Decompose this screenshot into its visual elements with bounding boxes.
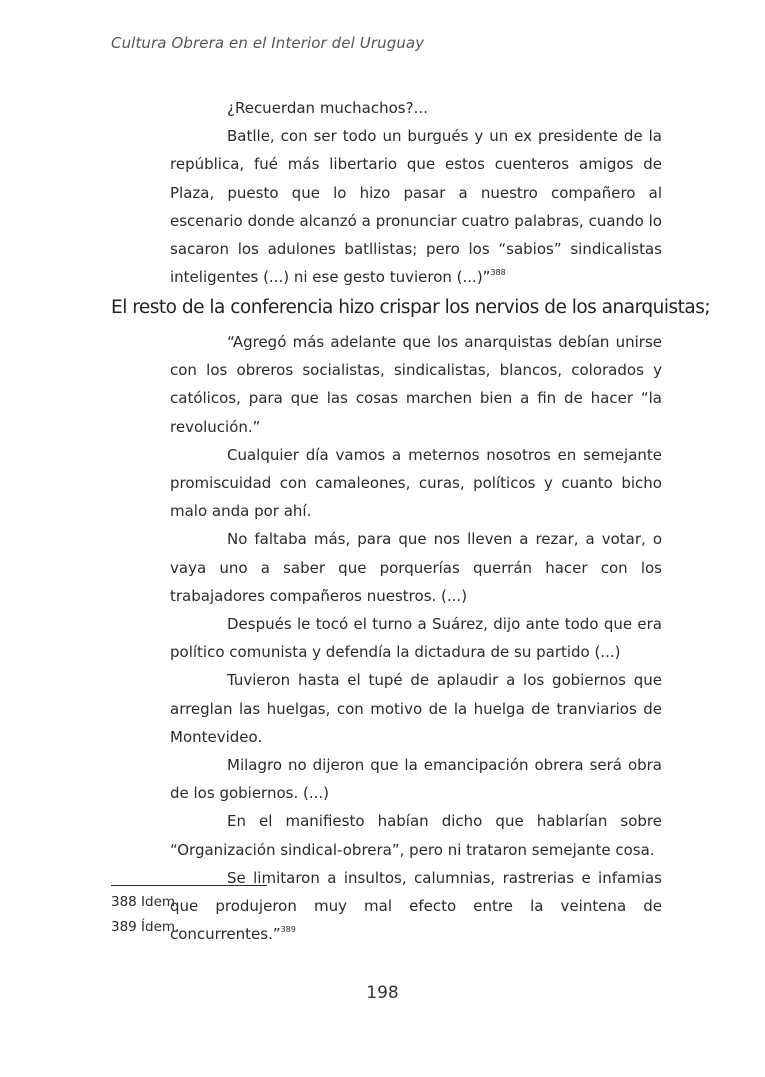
quote-paragraph — [170, 122, 662, 291]
footnote-389: 389 Ídem. — [111, 918, 180, 935]
quote-paragraph: “Agregó más adelante que los anarquistas debían unirse con los obreros socialistas, sindicalistas, blancos, colorados y católicos, para que las cosas marchen bien a fin de hacer “la revolución.” — [170, 333, 662, 436]
footnote-separator — [111, 885, 267, 886]
running-header: Cultura Obrera en el Interior del Uruguay — [111, 34, 425, 52]
footnotes — [111, 890, 179, 939]
quote-paragraph: En el manifiesto habían dicho que hablarían sobre “Organización sindical-obrera”, pero ni trataron semejante cosa. — [170, 812, 662, 859]
quote-paragraph: Milagro no dijeron que la emancipación obrera será obra de los gobiernos. (...) — [170, 756, 662, 803]
quote-text: ¿Recuerdan muchachos?... — [227, 99, 428, 117]
quote-paragraph: Cualquier día vamos a meternos nosotros en semejante promiscuidad con camaleones, curas, políticos y cuanto bicho malo anda por ahí. — [170, 445, 662, 521]
quote-text: Batlle, con ser todo un burgués y un ex presidente de la república, fué más libertario que estos cuenteros amigos de Plaza, puesto que lo hizo pasar a nuestro compañero al escenario donde alcanzó a pronunciar cuatro palabras, cuando lo sacaron los adulones batllistas; pero los “sabios” sindicalistas inteligentes (...) ni ese gesto tuvieron (...)” — [170, 127, 662, 287]
block-quote-1 — [170, 94, 662, 291]
body-paragraph: El resto de la conferencia hizo crispar los nervios de los anarquistas; — [111, 297, 711, 318]
quote-paragraph: Tuvieron hasta el tupé de aplaudir a los gobiernos que arreglan las huelgas, con motivo de la huelga de tranviarios de Montevideo. — [170, 671, 662, 746]
footnote-388: 388 Idem. — [111, 894, 180, 910]
footnote-ref-388[interactable]: 388 — [490, 268, 506, 278]
footnote-ref-389[interactable]: 389 — [280, 925, 296, 935]
quote-paragraph: Después le tocó el turno a Suárez, dijo ante todo que era político comunista y defendía la dictadura de su partido (...) — [170, 615, 662, 662]
block-quote-2 — [170, 328, 662, 948]
quote-text: Se limitaron a insultos, calumnias, rastrerias e infamias que produjeron muy mal efecto entre la veintena de concurrentes.” — [170, 868, 662, 944]
page-number: 198 — [366, 983, 399, 1003]
quote-paragraph — [170, 864, 662, 949]
quote-paragraph — [170, 94, 662, 122]
quote-paragraph: No faltaba más, para que nos lleven a rezar, a votar, o vaya uno a saber que porquerías querrán hacer con los trabajadores compañeros nuestros. (...) — [170, 530, 662, 605]
